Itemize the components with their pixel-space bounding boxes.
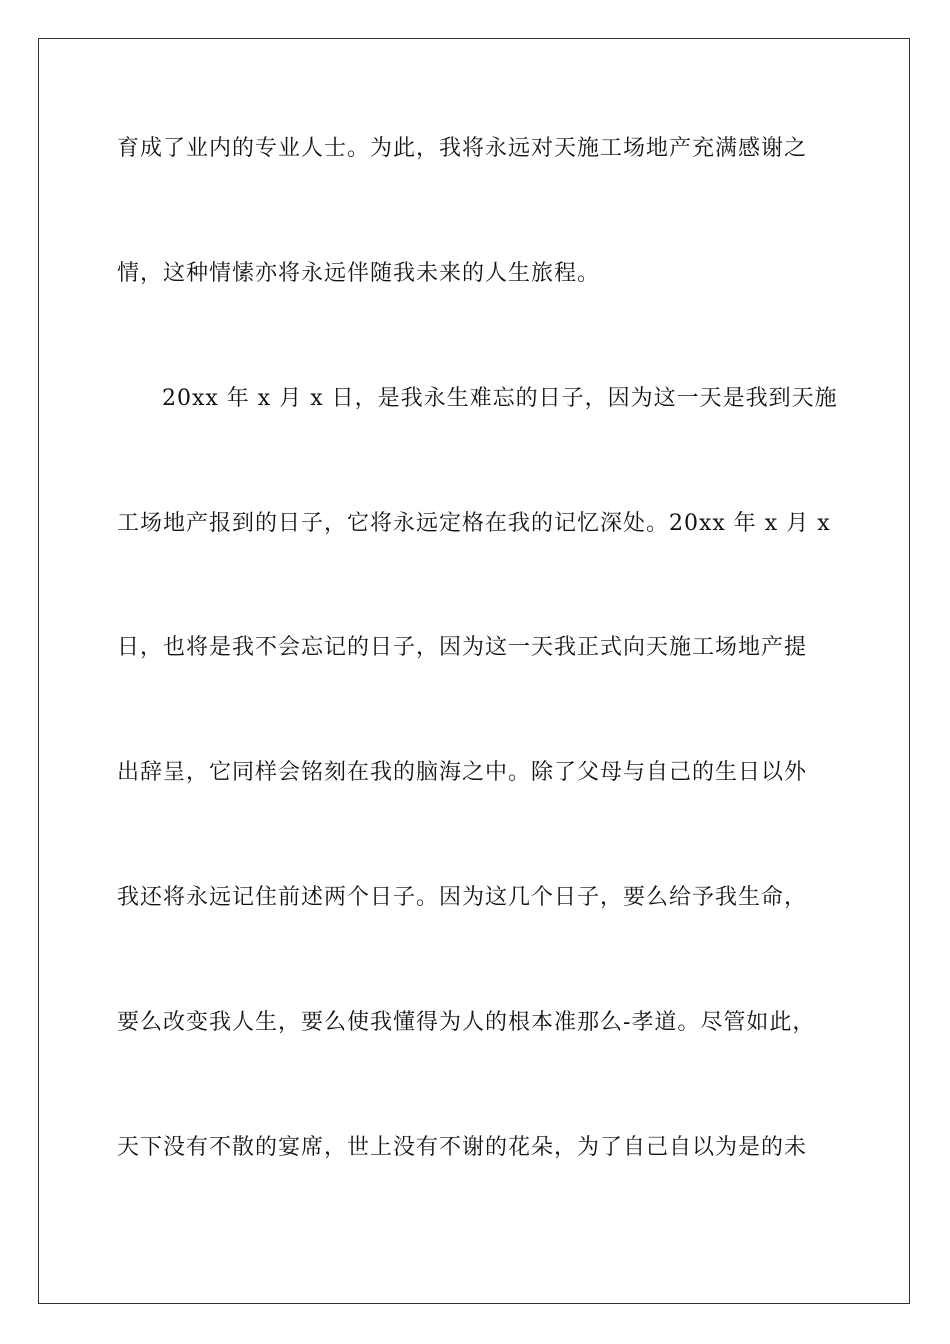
text-line-4: 工场地产报到的日子，它将永远定格在我的记忆深处。20xx 年 x 月 x	[117, 511, 831, 536]
text-line-1: 育成了业内的专业人士。为此，我将永远对天施工场地产充满感谢之	[117, 136, 808, 161]
text-line-6: 出辞呈，它同样会铭刻在我的脑海之中。除了父母与自己的生日以外	[117, 760, 808, 785]
text-line-3: 20xx 年 x 月 x 日，是我永生难忘的日子，因为这一天是我到天施	[162, 386, 838, 411]
text-line-5: 日，也将是我不会忘记的日子，因为这一天我正式向天施工场地产提	[117, 635, 808, 660]
text-line-7: 我还将永远记住前述两个日子。因为这几个日子，要么给予我生命，	[117, 885, 808, 910]
text-line-8: 要么改变我人生，要么使我懂得为人的根本准那么-孝道。尽管如此，	[117, 1010, 816, 1035]
text-line-2: 情，这种情愫亦将永远伴随我未来的人生旅程。	[117, 261, 601, 286]
text-line-9: 天下没有不散的宴席，世上没有不谢的花朵，为了自己自以为是的未	[117, 1135, 808, 1160]
page-frame	[38, 38, 910, 1304]
